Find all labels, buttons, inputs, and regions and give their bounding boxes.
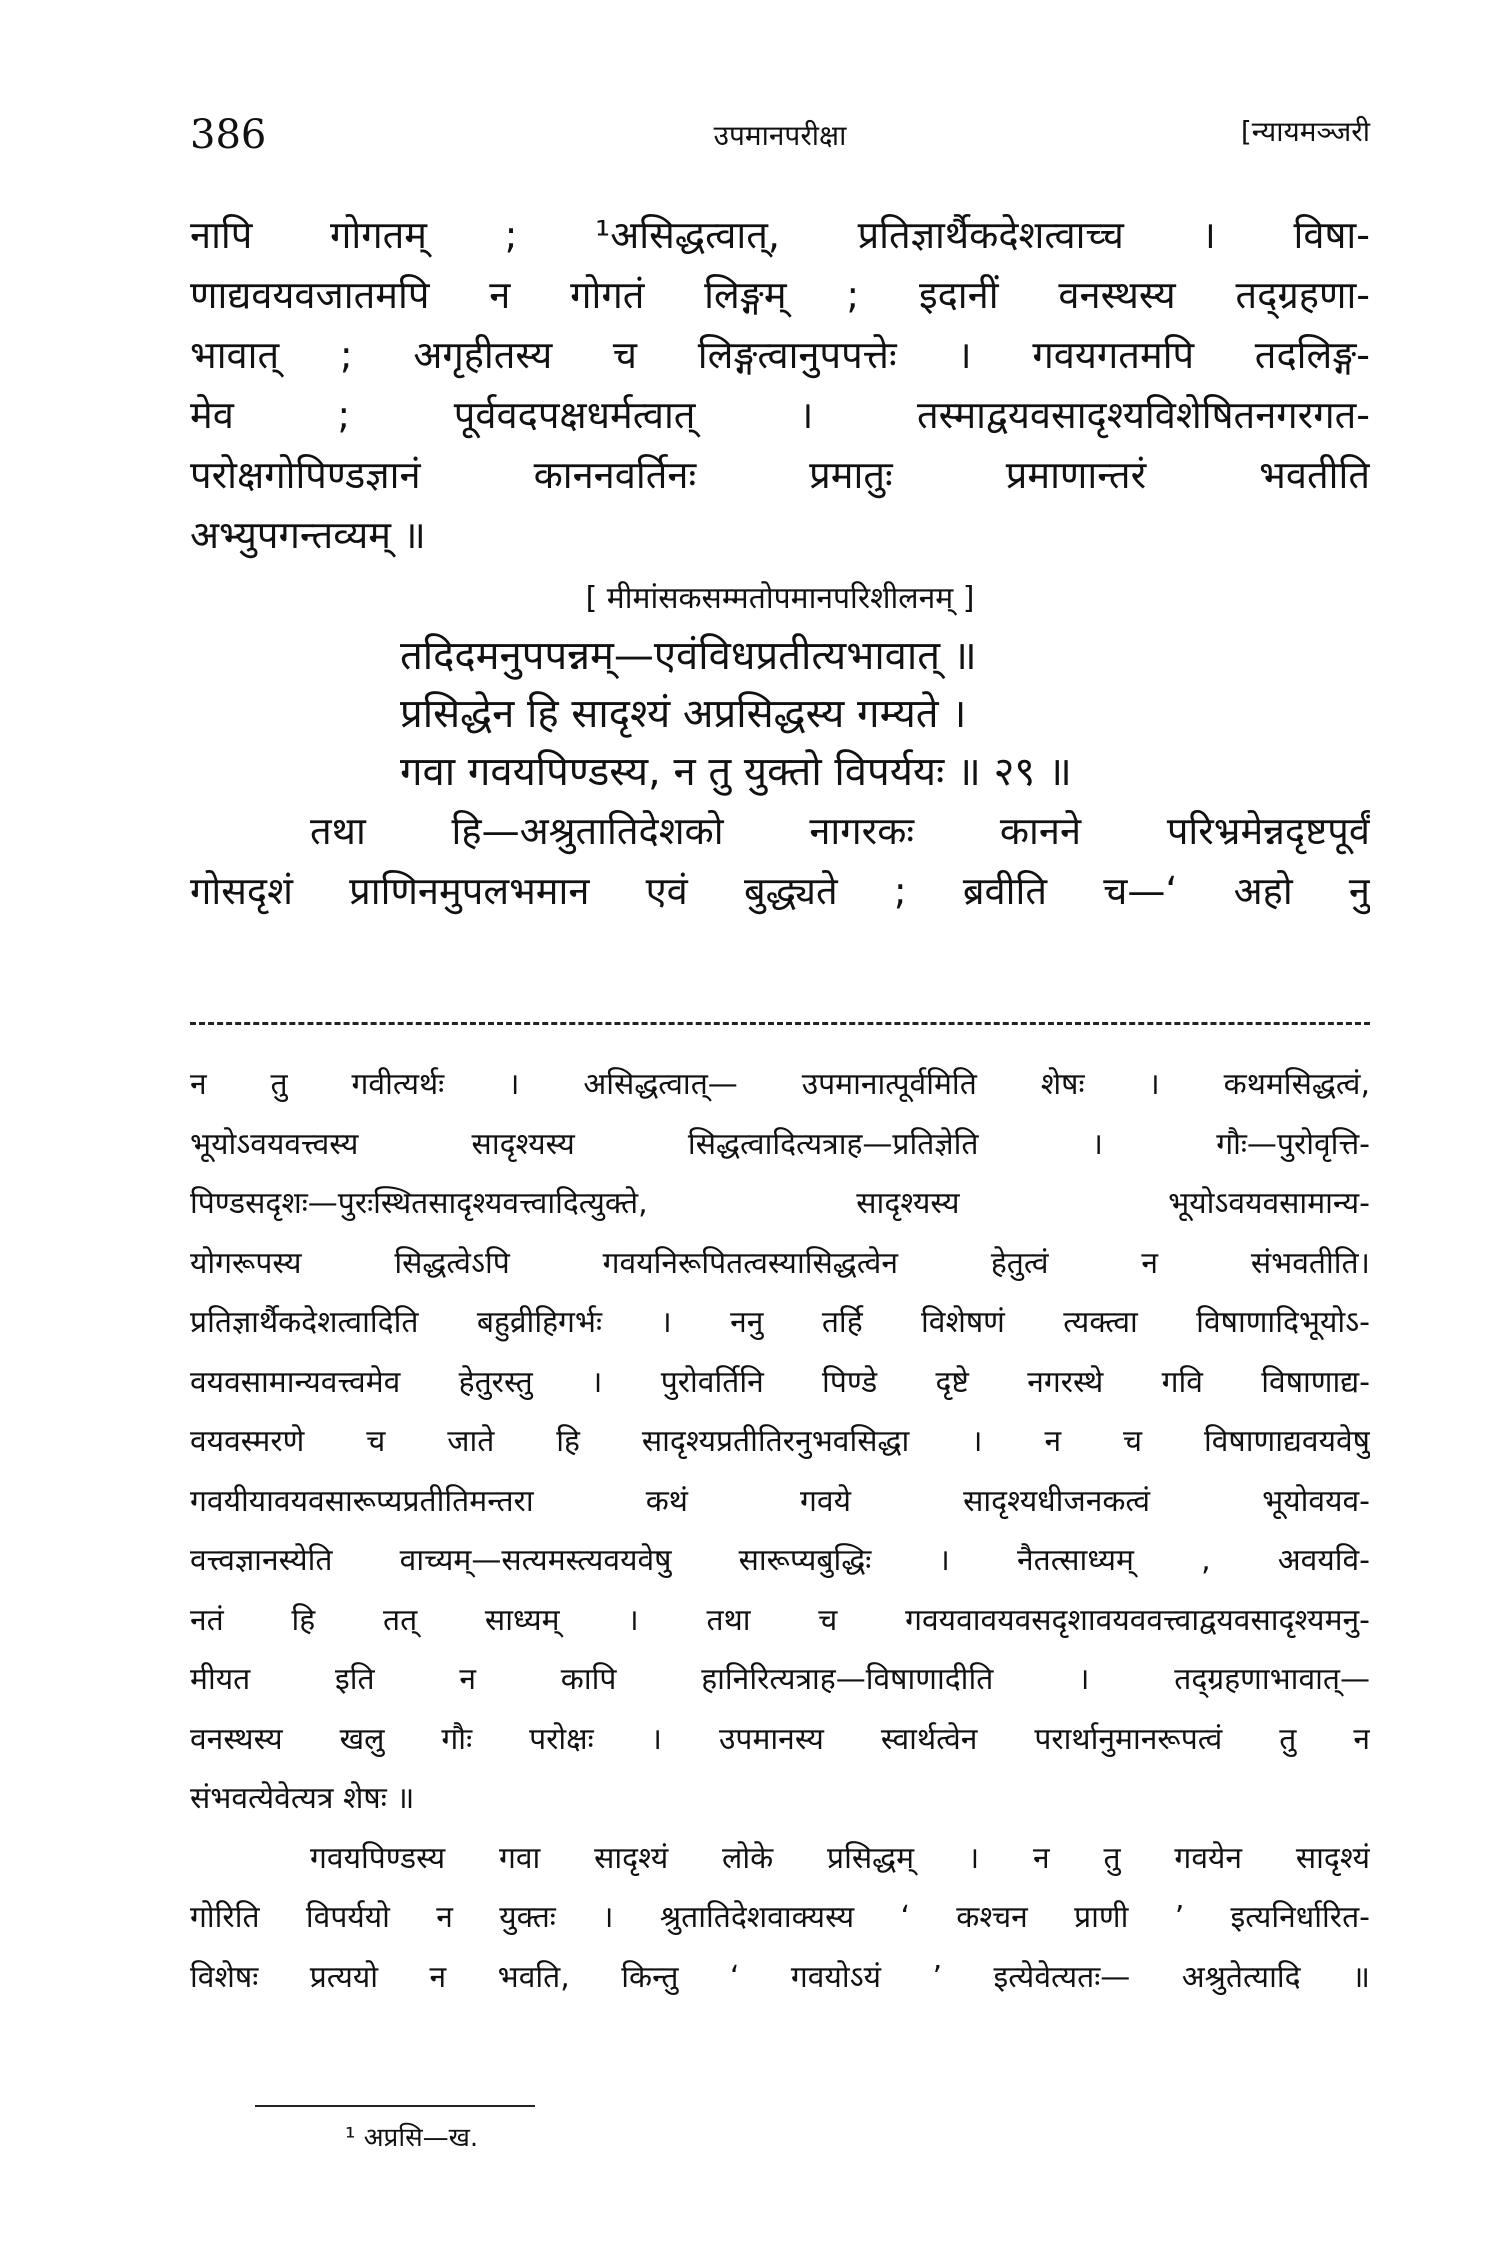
main-line: अभ्युपगन्तव्यम् ॥ xyxy=(190,513,426,557)
commentary-line: वत्त्वज्ञानस्येति वाच्यम्—सत्यमस्त्यवयवेषु सारूप्यबुद्धिः । नैतत्साध्यम् , अवयवि- xyxy=(190,1543,1370,1578)
verse-line: तदिदमनुपपन्नम्—एवंविधप्रतीत्यभावात् ॥ xyxy=(400,633,977,679)
section-heading: [ मीमांसकसम्मतोपमानपरिशीलनम् ] xyxy=(585,581,975,616)
commentary-line: योगरूपस्य सिद्धत्वेऽपि गवयनिरूपितत्वस्यासिद्धत्वेन हेतुत्वं न संभवतीति। xyxy=(190,1245,1370,1281)
book-title: [न्यायमञ्जरी xyxy=(1240,115,1370,148)
commentary-line: विशेषः प्रत्ययो न भवति, किन्तु ‘ गवयोऽयं ’ इत्येवेत्यतः— अश्रुतेत्यादि ॥ xyxy=(190,1959,1370,1995)
verse-line: प्रसिद्धेन हि सादृश्यं अप्रसिद्धस्य गम्यते । xyxy=(400,691,967,737)
main-line: मेव ; पूर्ववदपक्षधर्मत्वात् । तस्माद्वयवसादृश्यविशेषितनगरगत- xyxy=(190,393,1370,437)
section-divider xyxy=(190,1022,1370,1025)
commentary-line: गवयीयावयवसारूप्यप्रतीतिमन्तरा कथं गवये सादृश्यधीजनकत्वं भूयोवयव- xyxy=(190,1483,1370,1519)
commentary-line: पिण्डसदृशः—पुरःस्थितसादृश्यवत्त्वादित्युक्ते, सादृश्यस्य भूयोऽवयवसामान्य- xyxy=(190,1186,1370,1221)
commentary-line: मीयत इति न कापि हानिरित्यत्राह—विषाणादीति । तद्ग्रहणाभावात्— xyxy=(190,1662,1370,1697)
main-line: णाद्यवयवजातमपि न गोगतं लिङ्गम् ; इदानीं वनस्थस्य तद्ग्रहणा- xyxy=(190,273,1370,317)
main-line: गोसदृशं प्राणिनमुपलभमान एवं बुद्ध्यते ; ब्रवीति च—‘ अहो नु xyxy=(190,869,1370,913)
commentary-line: नतं हि तत् साध्यम् । तथा च गवयवावयवसदृशावयववत्त्वाद्वयवसादृश्यमनु- xyxy=(190,1602,1370,1638)
main-line: तथा हि—अश्रुतातिदेशको नागरकः कानने परिभ्रमेन्नदृष्टपूर्वं xyxy=(310,809,1370,853)
main-line: परोक्षगोपिण्डज्ञानं काननवर्तिनः प्रमातुः प्रमाणान्तरं भवतीति xyxy=(190,453,1370,497)
main-line: भावात् ; अगृहीतस्य च लिङ्गत्वानुपपत्तेः । गवयगतमपि तदलिङ्ग- xyxy=(190,333,1370,377)
commentary-line: वयवस्मरणे च जाते हि सादृश्यप्रतीतिरनुभवसिद्धा । न च विषाणाद्यवयवेषु xyxy=(190,1424,1370,1459)
commentary-line: संभवत्येवेत्यत्र शेषः ॥ xyxy=(190,1781,415,1816)
commentary-line: गवयपिण्डस्य गवा सादृश्यं लोके प्रसिद्धम् । न तु गवयेन सादृश्यं xyxy=(310,1840,1370,1876)
commentary-line: न तु गवीत्यर्थः । असिद्धत्वात्— उपमानात्पूर्वमिति शेषः । कथमसिद्धत्वं, xyxy=(190,1067,1370,1102)
commentary-line: वयवसामान्यवत्त्वमेव हेतुरस्तु । पुरोवर्तिनि पिण्डे दृष्टे नगरस्थे गवि विषाणाद्य- xyxy=(190,1364,1370,1400)
commentary-line: गोरिति विपर्ययो न युक्तः । श्रुतातिदेशवाक्यस्य ‘ कश्चन प्राणी ’ इत्यनिर्धारित- xyxy=(190,1900,1370,1935)
commentary xyxy=(190,1055,1370,2007)
running-title: उपमानपरीक्षा xyxy=(713,119,847,152)
footnote: ¹ अप्रसि—ख. xyxy=(345,2123,479,2153)
page-header xyxy=(190,112,1370,172)
main-text xyxy=(190,205,1370,921)
footnote-rule xyxy=(255,2105,535,2107)
commentary-line: वनस्थस्य खलु गौः परोक्षः । उपमानस्य स्वार्थत्वेन परार्थानुमानरूपत्वं तु न xyxy=(190,1721,1370,1757)
commentary-line: प्रतिज्ञार्थैकदेशत्वादिति बहुव्रीहिगर्भः । ननु तर्हि विशेषणं त्यक्त्वा विषाणादिभूयोऽ- xyxy=(190,1305,1370,1340)
commentary-line: भूयोऽवयवत्त्वस्य सादृश्यस्य सिद्धत्वादित्यत्राह—प्रतिज्ञेति । गौः—पुरोवृत्ति- xyxy=(190,1126,1370,1162)
main-line: नापि गोगतम् ; ¹असिद्धत्वात्, प्रतिज्ञार्थैकदेशत्वाच्च । विषा- xyxy=(190,213,1370,257)
verse-line: गवा गवयपिण्डस्य, न तु युक्तो विपर्ययः ॥ २९ ॥ xyxy=(400,749,1072,795)
page-number: 386 xyxy=(190,112,267,158)
